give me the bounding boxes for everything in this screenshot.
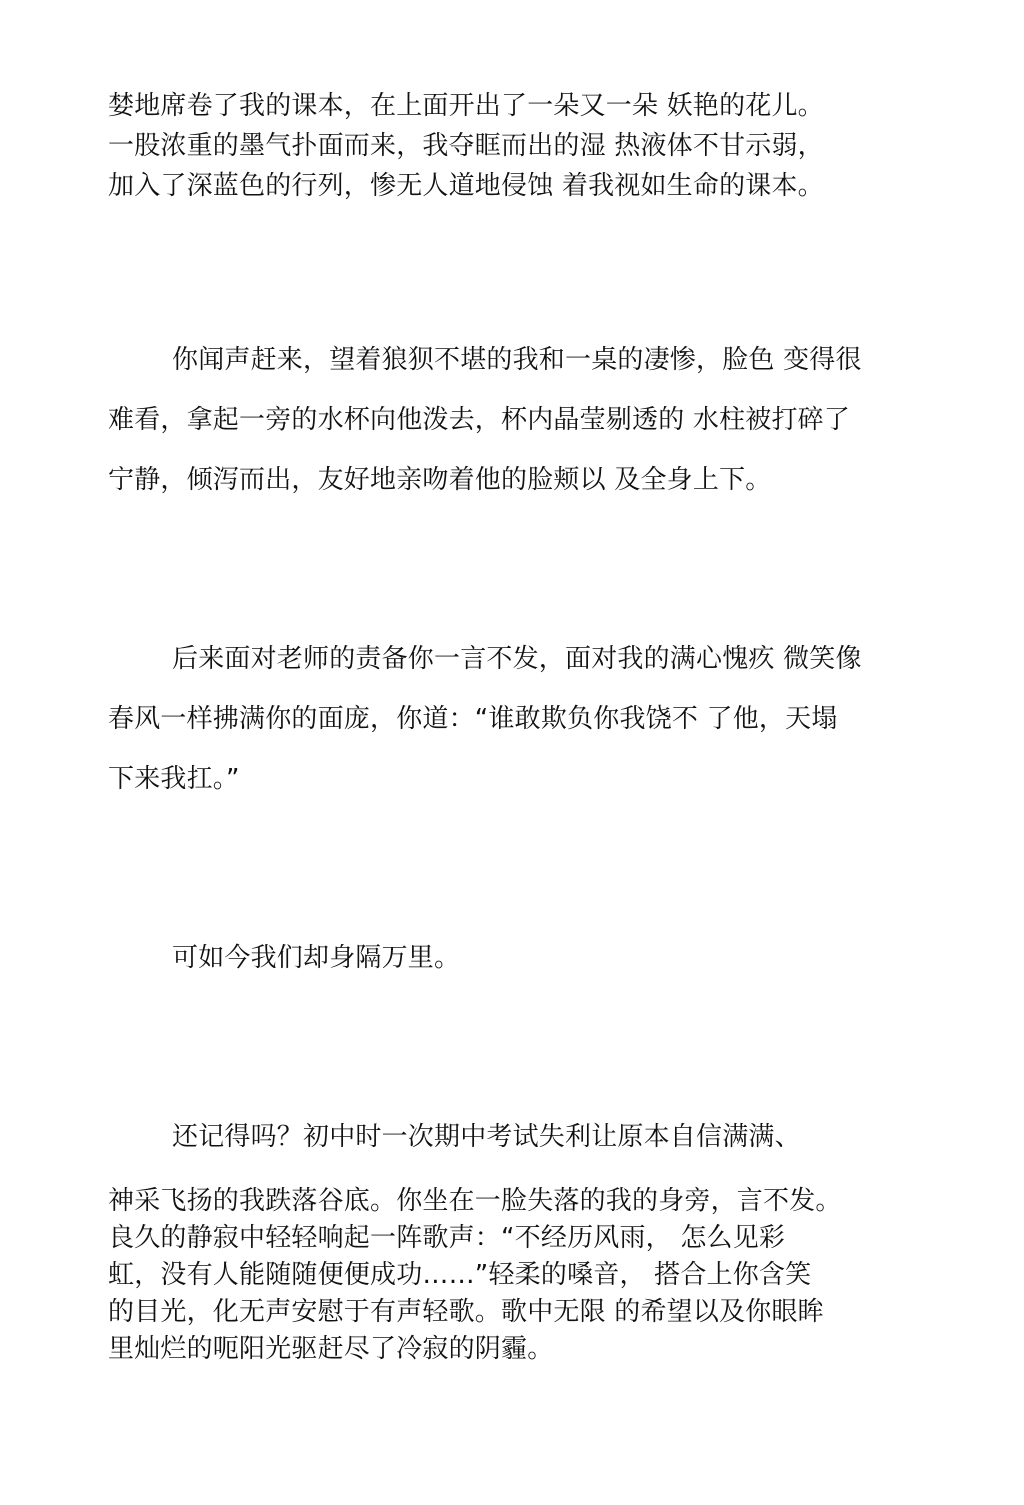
- paragraph-1-line-2: 一股浓重的墨气扑面而来，我夺眶而出的湿 热液体不甘示弱，: [108, 131, 824, 161]
- paragraph-3-line-3: 下来我扛。”: [108, 764, 240, 794]
- paragraph-5-line-1: 还记得吗？初中时一次期中考试失利让原本自信满满、: [172, 1122, 801, 1152]
- paragraph-3-line-2: 春风一样拂满你的面庞，你道：“谁敢欺负你我饶不 了他，天塌: [108, 704, 838, 734]
- paragraph-5-line-5: 的目光，化无声安慰于有声轻歌。歌中无限 的希望以及你眼眸: [108, 1297, 824, 1327]
- paragraph-2-line-1: 你闻声赶来，望着狼狈不堪的我和一桌的凄惨，脸色 变得很: [172, 345, 862, 375]
- paragraph-4-line-1: 可如今我们却身隔万里。: [172, 943, 461, 973]
- paragraph-2-line-3: 宁静，倾泻而出，友好地亲吻着他的脸颊以 及全身上下。: [108, 465, 772, 495]
- paragraph-5-line-4: 虹，没有人能随随便便成功……”轻柔的嗓音， 搭合上你含笑: [108, 1260, 812, 1290]
- paragraph-2-line-2: 难看，拿起一旁的水杯向他泼去，杯内晶莹剔透的 水柱被打碎了: [108, 405, 851, 435]
- paragraph-1-line-1: 婪地席卷了我的课本，在上面开出了一朵又一朵 妖艳的花儿。: [108, 91, 824, 121]
- paragraph-5-line-2: 神采飞扬的我跌落谷底。你坐在一脸失落的我的身旁，言不发。: [108, 1186, 842, 1216]
- paragraph-3-line-1: 后来面对老师的责备你一言不发，面对我的满心愧疚 微笑像: [172, 644, 862, 674]
- paragraph-5-line-6: 里灿烂的呃阳光驱赶尽了冷寂的阴霾。: [108, 1334, 554, 1364]
- paragraph-1-line-3: 加入了深蓝色的行列，惨无人道地侵蚀 着我视如生命的课本。: [108, 171, 824, 201]
- paragraph-5-line-3: 良久的静寂中轻轻响起一阵歌声：“不经历风雨， 怎么见彩: [108, 1223, 786, 1253]
